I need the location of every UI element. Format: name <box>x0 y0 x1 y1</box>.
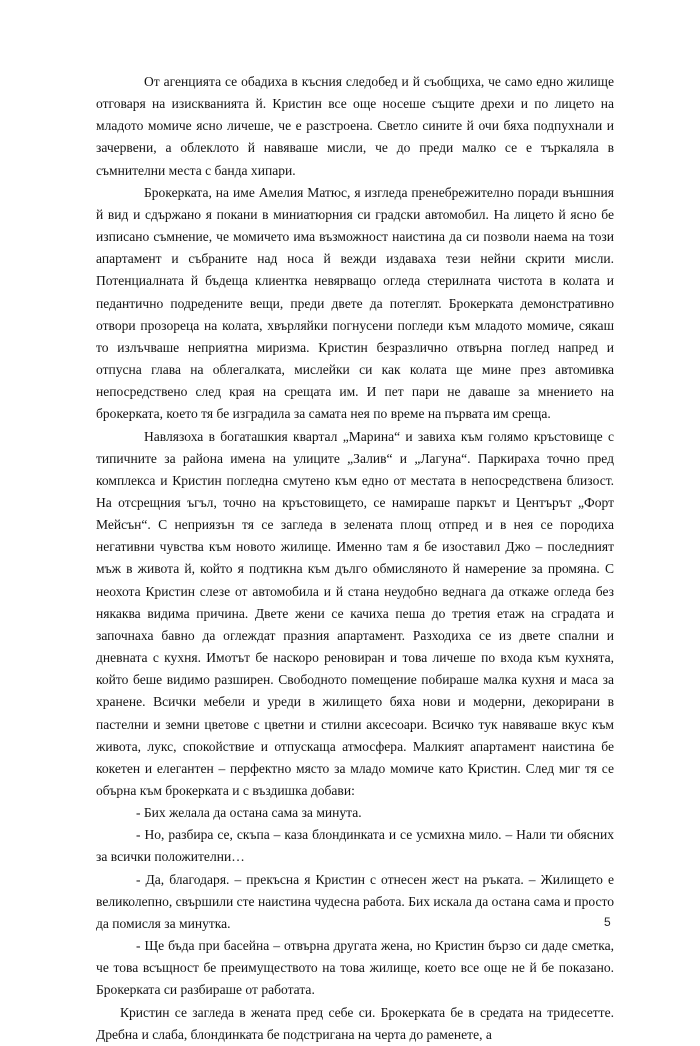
paragraph-2: Брокерката, на име Амелия Матюс, я изгледа пренебрежително поради външния й вид и сдържано я покани в миниатюрния си градски автомобил. На лицето й ясно бе изписано съмнение, че момичето има възможност наистина да си позволи наема на този апартамент и събраните над носа й вежди издаваха тези нейни скрити мисли. Потенциалната й бъдеща клиентка невярващо огледа стерилната чистота в колата и педантично подредените вещи, преди двете да потеглят. Брокерката демонстративно отвори прозореца на колата, хвърляйки погнусени погледи към младото момиче, сякаш то излъчваше неприятна миризма. Кристин безразлично отвърна поглед напред и отпусна глава на облегалката, мислейки си как колата ще мине през автомивка непосредствено след края на срещата им. И пет пари не даваше за мнението на брокерката, което тя бе изградила за самата нея по време на първата им среща. <box>96 184 614 422</box>
dialogue-line-2: - Но, разбира се, скъпа – каза блондинката и се усмихна мило. – Нали ти обясних за всички положителни… <box>96 827 614 865</box>
paragraph-3: Навлязоха в богаташкия квартал „Марина“ и завиха към голямо кръстовище с типичните за района имена на улиците „Залив“ и „Лагуна“. Паркираха точно пред комплекса и Кристин погледна смутено към едно от местата в непосредствена близост. На отсрещния ъгъл, точно на кръстовището, се намираше паркът и Центърът „Форт Мейсън“. С неприязън тя се загледа в зелената площ отпред и в нея се породиха негативни чувства към новото жилище. Именно там я бе изоставил Джо – последният мъж в живота й, който я подтикна към дълго обмисляното й намерение за промяна. С неохота Кристин слезе от автомобила и й стана неудобно веднага да откаже огледа без някаква видима причина. Двете жени се качиха пеша до третия етаж на сградата и започнаха бавно да оглеждат празния апартамент. Разходиха се из двете спални и дневната с кухня. Имотът бе наскоро реновиран и това личеше по входа към кухнята, който беше видимо разширен. Свободното помещение побираше малка кухня и маса за хранене. Всички мебели и уреди в жилището бяха нови и модерни, декорирани в пастелни и земни цветове с цветни и стилни аксесоари. Всичко тук навяваше вкус към живота, лукс, спокойствие и отпускаща атмосфера. Малкият апартамент наистина бе кокетен и елегантен – перфектно място за младо момиче като Кристин. След миг тя се обърна към брокерката и с въздишка добави: <box>96 428 614 798</box>
dialogue-line-1: - Бих желала да остана сама за минута. <box>136 805 362 821</box>
dialogue-line-3: - Да, благодаря. – прекъсна я Кристин с отнесен жест на ръката. – Жилището е великолепно, свършили сте наистина чудесна работа. Бих искала да остана сама и просто да помисля за минутка. <box>96 871 614 931</box>
dialogue-line-4: - Ще бъда при басейна – отвърна другата жена, но Кристин бързо си даде сметка, че това всъщност бе преимуществото на това жилище, което все още не й бе показано. Брокерката си разбираше от работата. <box>96 938 614 998</box>
paragraph-4: Кристин се загледа в жената пред себе си. Брокерката бе в средата на тридесетте. Дребна и слаба, блондинката бе подстригана на черта до раменете, а <box>96 1004 614 1042</box>
page-number: 5 <box>604 915 611 929</box>
paragraph-1: От агенцията се обадиха в късния следобед и й съобщиха, че само едно жилище отговаря на изискванията й. Кристин все още носеше същите дрехи и по лицето на младото момиче ясно личеше, че е разстроена. Светло сините й очи бяха подпухнали и зачервени, а облеклото й навяваше мисли, че до преди малко се е търкаляла в съмнителни места с банда хипари. <box>96 74 614 178</box>
body-text <box>96 71 614 1046</box>
